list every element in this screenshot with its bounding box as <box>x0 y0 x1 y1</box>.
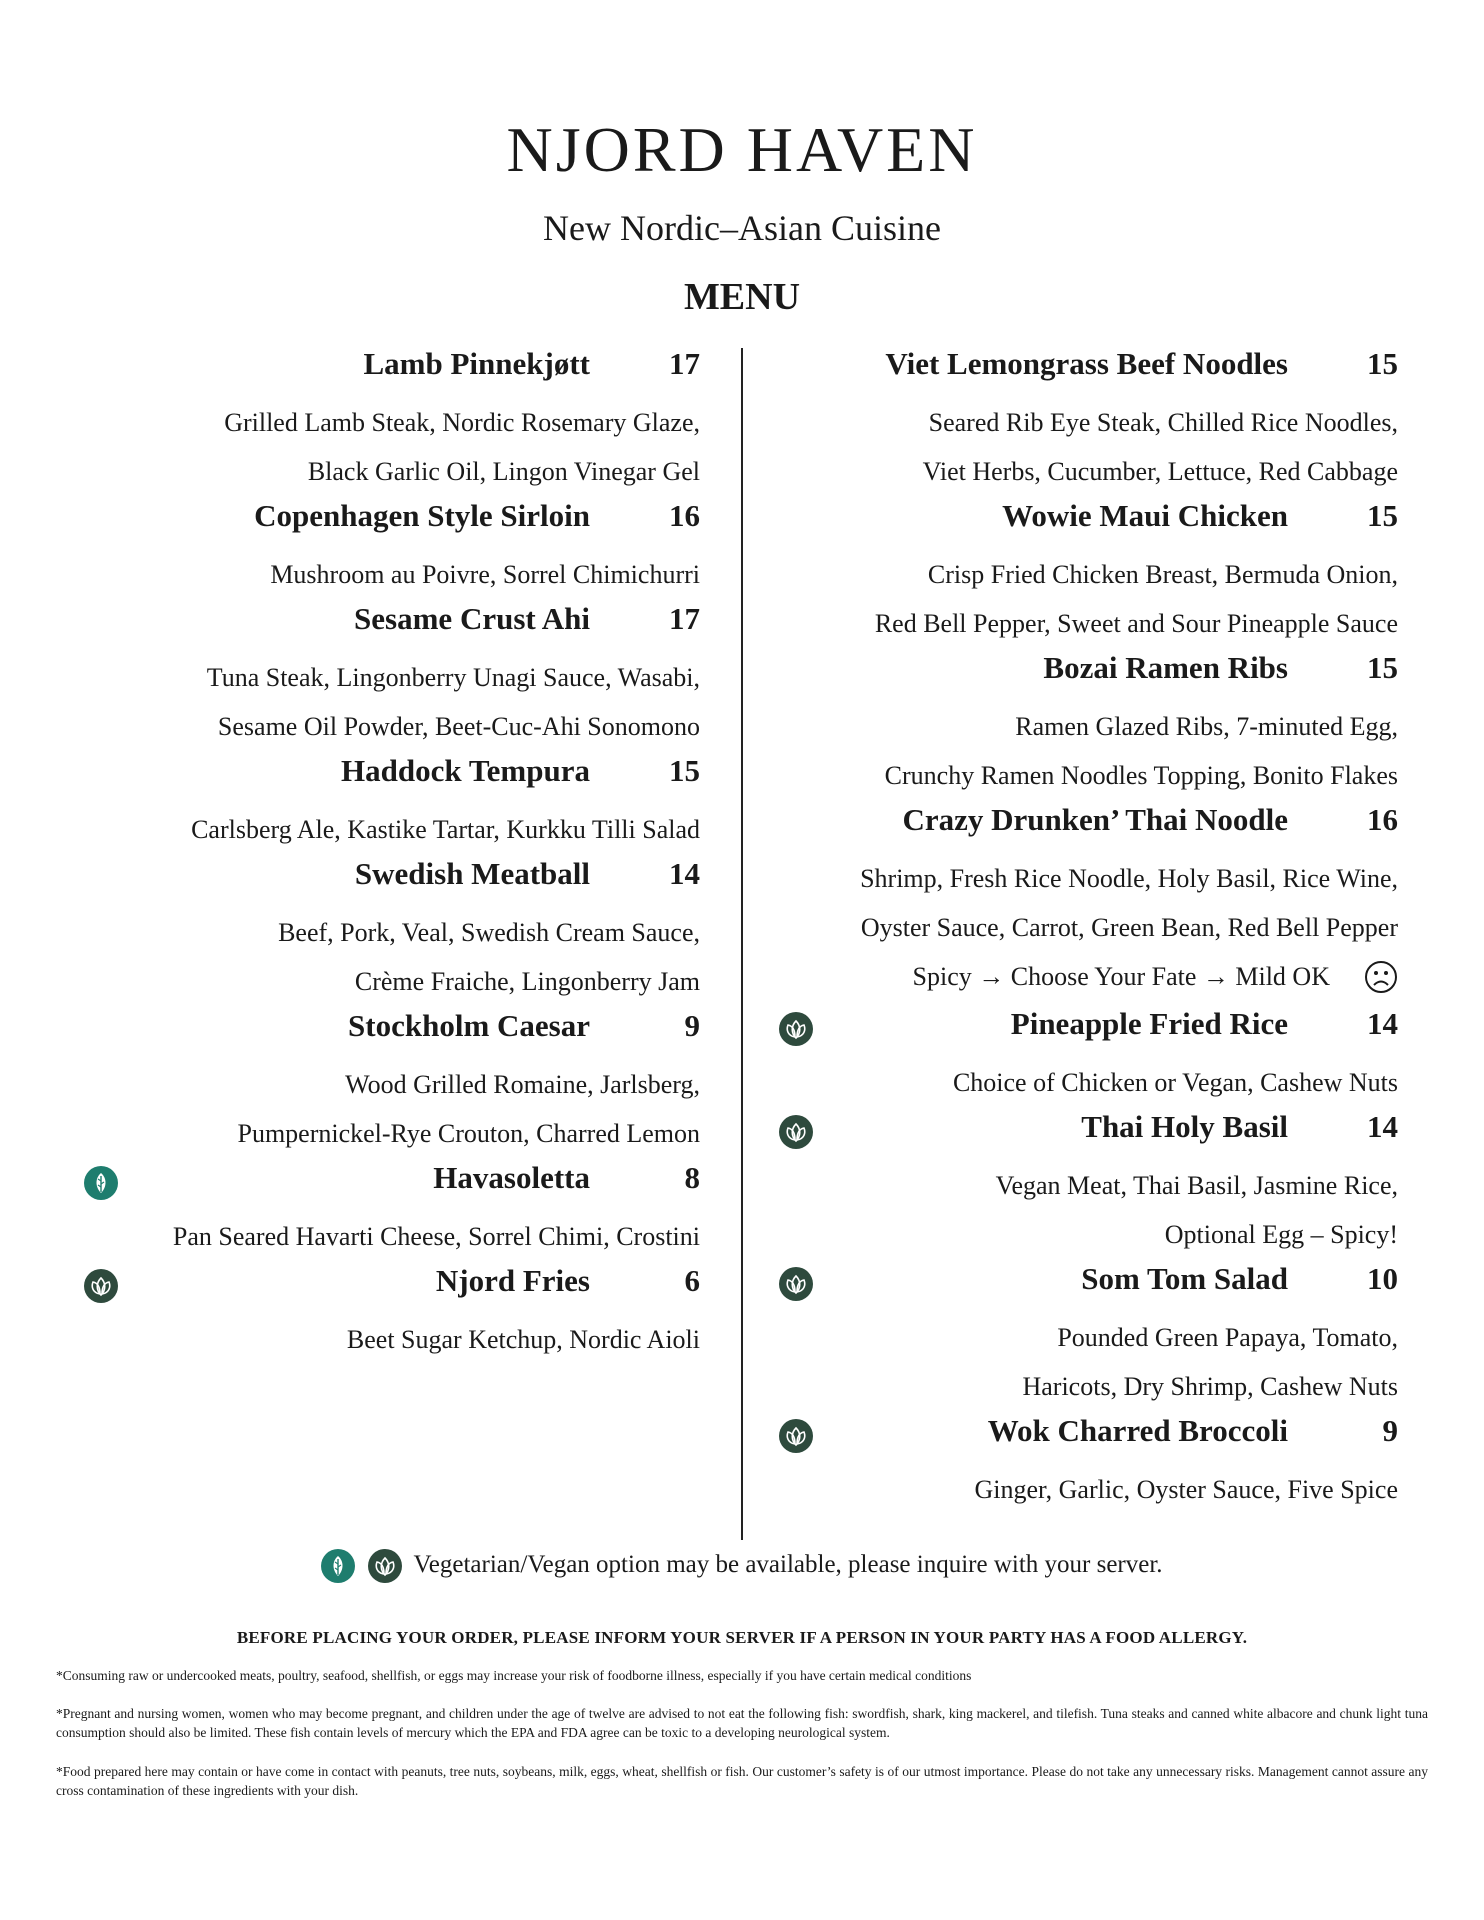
menu-item-description: Crème Fraiche, Lingonberry Jam <box>354 967 700 996</box>
menu-item-name: Copenhagen Style Sirloin <box>254 498 590 533</box>
menu-item-price: 8 <box>684 1160 700 1195</box>
menu-item-name: Bozai Ramen Ribs <box>1043 650 1288 685</box>
menu-item-price: 14 <box>669 856 700 891</box>
menu-item <box>780 800 1398 1004</box>
menu-item-description: Beet Sugar Ketchup, Nordic Aioli <box>346 1325 700 1354</box>
vegan-icon <box>779 1419 813 1453</box>
menu-item-price: 6 <box>684 1263 700 1298</box>
restaurant-title: NJORD HAVEN <box>506 114 978 185</box>
menu-item-name: Sesame Crust Ahi <box>354 601 590 636</box>
menu-item-header <box>60 751 700 805</box>
menu-item-description: Optional Egg – Spicy! <box>1164 1220 1398 1249</box>
vegetarian-icon <box>321 1549 355 1583</box>
menu-item-description: Carlsberg Ale, Kastike Tartar, Kurkku Tilli Salad <box>191 815 700 844</box>
menu-item-description: Oyster Sauce, Carrot, Green Bean, Red Bell Pepper <box>860 913 1398 942</box>
menu-item <box>60 854 700 1006</box>
menu-item-description: Choice of Chicken or Vegan, Cashew Nuts <box>952 1068 1398 1097</box>
menu-item-description: Black Garlic Oil, Lingon Vinegar Gel <box>307 457 700 486</box>
menu-item-name: Viet Lemongrass Beef Noodles <box>885 346 1288 381</box>
menu-item-price: 9 <box>684 1008 700 1043</box>
menu-item-price: 15 <box>1367 346 1398 381</box>
spicy-note <box>780 952 1398 1004</box>
menu-item-description: Vegan Meat, Thai Basil, Jasmine Rice, <box>995 1171 1398 1200</box>
menu-item-name: Swedish Meatball <box>354 856 590 891</box>
menu-item-name: Stockholm Caesar <box>348 1008 590 1043</box>
menu-item-description: Haricots, Dry Shrimp, Cashew Nuts <box>1022 1372 1398 1401</box>
menu-item-price: 17 <box>669 346 700 381</box>
menu-item-name: Pineapple Fried Rice <box>1010 1006 1288 1041</box>
menu-item-header <box>780 1004 1398 1058</box>
sad-face-icon <box>1364 960 1398 994</box>
menu-item <box>780 496 1398 648</box>
menu-item-description: Ramen Glazed Ribs, 7-minuted Egg, <box>1015 712 1398 741</box>
menu-item-price: 9 <box>1382 1413 1398 1448</box>
menu-item-price: 17 <box>669 601 700 636</box>
menu-item-name: Haddock Tempura <box>341 753 590 788</box>
menu-item-description: Sesame Oil Powder, Beet-Cuc-Ahi Sonomono <box>217 712 700 741</box>
menu-item <box>60 1261 700 1364</box>
menu-item-description: Grilled Lamb Steak, Nordic Rosemary Glaze, <box>224 408 700 437</box>
menu-item-header <box>60 1261 700 1315</box>
menu-item <box>60 1006 700 1158</box>
menu-item-description: Pounded Green Papaya, Tomato, <box>1057 1323 1398 1352</box>
vegan-icon <box>779 1012 813 1046</box>
menu-item-name: Crazy Drunken’ Thai Noodle <box>902 802 1288 837</box>
menu-item-price: 15 <box>669 753 700 788</box>
fine-print-allergens: *Food prepared here may contain or have come in contact with peanuts, tree nuts, soybeans, milk, eggs, wheat, shellfish or fish. Our customer’s safety is of our utmost importance. Please do not take any unnecessary risks. Management cannot assure any cross contamination of these ingredients with your dish. <box>56 1764 1428 1798</box>
fine-print-raw-food: *Consuming raw or undercooked meats, poultry, seafood, shellfish, or eggs may increase your risk of foodborne illness, especially if you have certain medical conditions <box>56 1668 972 1683</box>
menu-item-price: 15 <box>1367 650 1398 685</box>
menu-item-name: Lamb Pinnekjøtt <box>363 346 590 381</box>
menu-item-description: Pan Seared Havarti Cheese, Sorrel Chimi, Crostini <box>172 1222 700 1251</box>
menu-item-description: Seared Rib Eye Steak, Chilled Rice Noodles, <box>928 408 1398 437</box>
menu-item-description: Pumpernickel-Rye Crouton, Charred Lemon <box>237 1119 700 1148</box>
menu-item <box>60 496 700 599</box>
menu-item-header <box>60 1158 700 1212</box>
menu-item-header <box>780 344 1398 398</box>
menu-item-header <box>60 854 700 908</box>
menu-item-header <box>60 1006 700 1060</box>
menu-item <box>780 648 1398 800</box>
menu-item-description: Shrimp, Fresh Rice Noodle, Holy Basil, Rice Wine, <box>860 864 1398 893</box>
menu-item-name: Njord Fries <box>435 1263 590 1298</box>
menu-item-description: Tuna Steak, Lingonberry Unagi Sauce, Wasabi, <box>206 663 700 692</box>
menu-item-name: Wok Charred Broccoli <box>987 1413 1288 1448</box>
menu-item <box>60 1158 700 1261</box>
dietary-legend <box>0 1545 1484 1585</box>
menu-item-description: Red Bell Pepper, Sweet and Sour Pineapple Sauce <box>874 609 1398 638</box>
restaurant-subtitle: New Nordic–Asian Cuisine <box>543 208 941 248</box>
menu-item-price: 10 <box>1367 1261 1398 1296</box>
menu-item-name: Thai Holy Basil <box>1081 1109 1288 1144</box>
menu-item-price: 14 <box>1367 1006 1398 1041</box>
vegetarian-icon <box>84 1166 118 1200</box>
fine-print-mercury: *Pregnant and nursing women, women who may become pregnant, and children under the age of twelve are advised to not eat the following fish: swordfish, shark, king mackerel, and tilefish. Tuna steaks and canned white albacore and chunk light tuna consumption should also be limited. These fish contain levels of mercury which the EPA and FDA agree can be toxic to a developing neurological system. <box>56 1706 1428 1740</box>
menu-item-name: Som Tom Salad <box>1081 1261 1288 1296</box>
vegan-icon <box>779 1115 813 1149</box>
menu-item-header <box>780 496 1398 550</box>
menu-item-price: 14 <box>1367 1109 1398 1144</box>
menu-item-name: Havasoletta <box>433 1160 590 1195</box>
menu-item-header <box>780 648 1398 702</box>
menu-heading: MENU <box>683 276 801 318</box>
menu-item-description: Crunchy Ramen Noodles Topping, Bonito Flakes <box>884 761 1398 790</box>
menu-item-price: 15 <box>1367 498 1398 533</box>
menu-item-description: Beef, Pork, Veal, Swedish Cream Sauce, <box>278 918 700 947</box>
menu-item <box>780 1259 1398 1411</box>
vegan-icon <box>368 1549 402 1583</box>
menu-item <box>60 751 700 854</box>
menu-item-header <box>780 1411 1398 1465</box>
column-divider <box>741 348 743 1540</box>
menu-item-header <box>60 496 700 550</box>
vegan-icon <box>84 1269 118 1303</box>
menu-item-name: Wowie Maui Chicken <box>1002 498 1288 533</box>
menu-item-header <box>60 344 700 398</box>
right-menu-column <box>780 344 1398 1514</box>
vegan-icon <box>779 1267 813 1301</box>
allergy-notice: BEFORE PLACING YOUR ORDER, PLEASE INFORM YOUR SERVER IF A PERSON IN YOUR PARTY HAS A FOOD ALLERGY. <box>236 1628 1248 1647</box>
menu-item-price: 16 <box>669 498 700 533</box>
menu-item <box>60 344 700 496</box>
menu-item-description: Wood Grilled Romaine, Jarlsberg, <box>345 1070 700 1099</box>
menu-item-description: Crisp Fried Chicken Breast, Bermuda Onion, <box>927 560 1398 589</box>
menu-item-header <box>780 1259 1398 1313</box>
menu-item-description: Mushroom au Poivre, Sorrel Chimichurri <box>270 560 700 589</box>
menu-item <box>60 599 700 751</box>
menu-item <box>780 344 1398 496</box>
menu-item-header <box>780 800 1398 854</box>
menu-item-header <box>60 599 700 653</box>
menu-item <box>780 1411 1398 1514</box>
left-menu-column <box>60 344 700 1364</box>
spicy-note-text: Spicy → Choose Your Fate → Mild OK <box>912 962 1330 991</box>
menu-item <box>780 1107 1398 1259</box>
menu-item-price: 16 <box>1367 802 1398 837</box>
menu-item-description: Viet Herbs, Cucumber, Lettuce, Red Cabbage <box>922 457 1398 486</box>
menu-item-header <box>780 1107 1398 1161</box>
menu-item-description: Ginger, Garlic, Oyster Sauce, Five Spice <box>974 1475 1398 1504</box>
menu-item <box>780 1004 1398 1107</box>
legend-text: Vegetarian/Vegan option may be available, please inquire with your server. <box>413 1551 1163 1578</box>
